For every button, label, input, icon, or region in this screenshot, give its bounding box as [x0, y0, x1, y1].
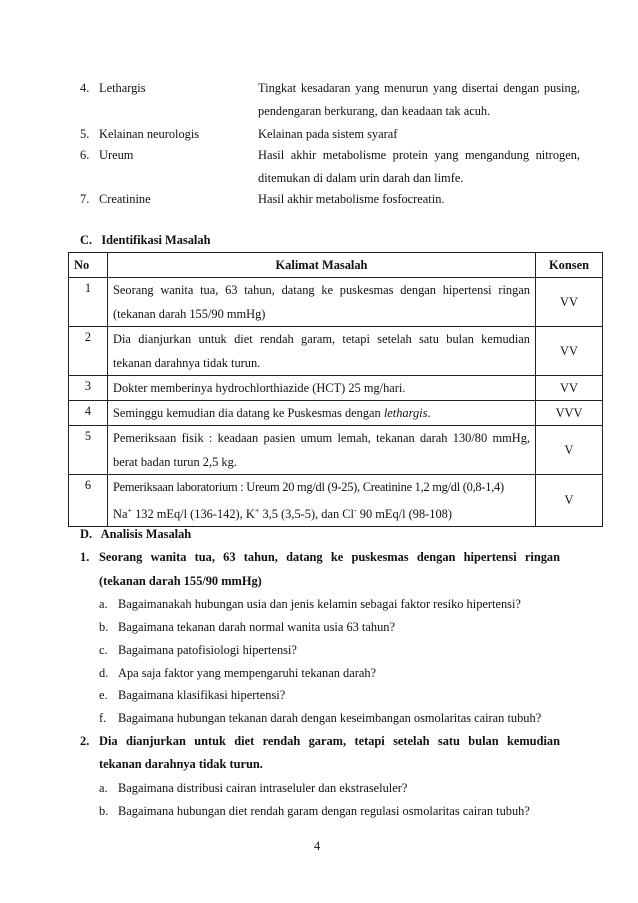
sub-label: a.	[99, 597, 108, 611]
def-desc: Tingkat kesadaran yang menurun yang disertai dengan pusing,	[258, 81, 580, 95]
problem-table	[68, 252, 603, 527]
col-kalimat-header: Kalimat Masalah	[108, 253, 536, 278]
sub-question: Bagaimana distribusi cairan intraseluler dan ekstraseluler?	[118, 781, 408, 795]
row-konsen: VV	[536, 327, 603, 376]
cl-value: 90 mEq/l (98-108)	[356, 507, 452, 522]
sub-label: a.	[99, 781, 108, 795]
sub-label: f.	[99, 711, 107, 725]
def-desc: Hasil akhir metabolisme fosfocreatin.	[258, 192, 445, 206]
na-value: 132 mEq/l (136-142), K	[131, 507, 255, 522]
def-term: Lethargis	[99, 81, 146, 95]
sub-label: b.	[99, 804, 109, 818]
def-num: 5.	[80, 127, 90, 141]
row-no: 5	[69, 426, 108, 475]
row-text-line: Pemeriksaan fisik : keadaan pasien umum lemah, tekanan darah 130/80 mmHg,	[113, 431, 530, 445]
item-heading-line: Dia dianjurkan untuk diet rendah garam, tetapi setelah satu bulan kemudian	[99, 734, 560, 748]
def-term: Creatinine	[99, 192, 151, 206]
table-row	[69, 426, 603, 475]
row-no: 1	[69, 278, 108, 327]
sub-question: Bagaimana patofisiologi hipertensi?	[118, 643, 297, 657]
cl-charge: -	[354, 506, 357, 515]
row-text	[108, 401, 536, 426]
row-konsen: VV	[536, 376, 603, 401]
def-desc: ditemukan di dalam urin darah dan limfe.	[258, 171, 464, 185]
row-text-line: Dokter memberinya hydrochlorthiazide (HCT) 25 mg/hari.	[113, 381, 406, 395]
row-no: 3	[69, 376, 108, 401]
row-text-line: berat badan turun 2,5 kg.	[113, 455, 237, 469]
k-charge: +	[254, 506, 260, 515]
item-heading-line: (tekanan darah 155/90 mmHg)	[99, 574, 262, 588]
row-text-line	[113, 499, 530, 526]
row-konsen: VV	[536, 278, 603, 327]
def-num: 4.	[80, 81, 90, 95]
sub-question: Bagaimanakah hubungan usia dan jenis kelamin sebagai faktor resiko hipertensi?	[118, 597, 521, 611]
row-text-line: Dia dianjurkan untuk diet rendah garam, tetapi setelah satu bulan kemudian	[113, 332, 530, 346]
row-text-part: .	[427, 406, 431, 420]
k-value: 3,5 (3,5-5), dan Cl	[259, 507, 354, 522]
col-konsen-header: Konsen	[536, 253, 603, 278]
item-num: 1.	[80, 550, 90, 564]
def-desc: pendengaran berkurang, dan keadaan tak acuh.	[258, 104, 491, 118]
section-c-title: C. Identifikasi Masalah	[80, 233, 211, 247]
sub-question: Apa saja faktor yang mempengaruhi tekanan darah?	[118, 666, 377, 680]
def-num: 6.	[80, 148, 90, 162]
na-charge: +	[127, 506, 132, 515]
sub-label: e.	[99, 688, 108, 702]
row-konsen: V	[536, 475, 603, 527]
sub-label: d.	[99, 666, 109, 680]
row-text	[108, 376, 536, 401]
table-row	[69, 401, 603, 426]
row-text	[108, 475, 536, 527]
row-konsen: VVV	[536, 401, 603, 426]
row-text	[108, 327, 536, 376]
sub-question: Bagaimana klasifikasi hipertensi?	[118, 688, 286, 702]
row-text	[108, 278, 536, 327]
table-header-row	[69, 253, 603, 278]
sub-label: c.	[99, 643, 108, 657]
table-row	[69, 376, 603, 401]
row-text-line: (tekanan darah 155/90 mmHg)	[113, 307, 266, 321]
na-symbol: Na	[113, 507, 128, 522]
def-num: 7.	[80, 192, 90, 206]
def-term: Kelainan neurologis	[99, 127, 200, 141]
table-row	[69, 475, 603, 527]
row-text-line: Pemeriksaan laboratorium : Ureum 20 mg/dl (9-25), Creatinine 1,2 mg/dl (0,8-1,4)	[113, 480, 504, 494]
item-heading-line: Seorang wanita tua, 63 tahun, datang ke puskesmas dengan hipertensi ringan	[99, 550, 560, 564]
sub-question: Bagaimana hubungan diet rendah garam dengan regulasi osmolaritas cairan tubuh?	[118, 804, 530, 818]
section-d-title: D. Analisis Masalah	[80, 527, 192, 541]
row-text	[108, 426, 536, 475]
row-no: 2	[69, 327, 108, 376]
item-num: 2.	[80, 734, 90, 748]
row-text-italic: lethargis	[383, 406, 428, 420]
sub-question: Bagaimana hubungan tekanan darah dengan keseimbangan osmolaritas cairan tubuh?	[118, 711, 542, 725]
def-desc: Kelainan pada sistem syaraf	[258, 127, 398, 141]
table-row	[69, 327, 603, 376]
def-term: Ureum	[99, 148, 134, 162]
row-text-line: Seorang wanita tua, 63 tahun, datang ke puskesmas dengan hipertensi ringan	[113, 283, 530, 297]
page-number: 4	[314, 839, 321, 853]
row-no: 6	[69, 475, 108, 527]
col-no-header: No	[69, 253, 108, 278]
item-heading-line: tekanan darahnya tidak turun.	[99, 757, 263, 771]
row-konsen: V	[536, 426, 603, 475]
sub-question: Bagaimana tekanan darah normal wanita usia 63 tahun?	[118, 620, 395, 634]
table-row	[69, 278, 603, 327]
row-no: 4	[69, 401, 108, 426]
row-text-line: tekanan darahnya tidak turun.	[113, 356, 261, 370]
def-desc: Hasil akhir metabolisme protein yang mengandung nitrogen,	[258, 148, 580, 162]
row-text-part: Seminggu kemudian dia datang ke Puskesmas dengan	[113, 406, 384, 420]
sub-label: b.	[99, 620, 109, 634]
